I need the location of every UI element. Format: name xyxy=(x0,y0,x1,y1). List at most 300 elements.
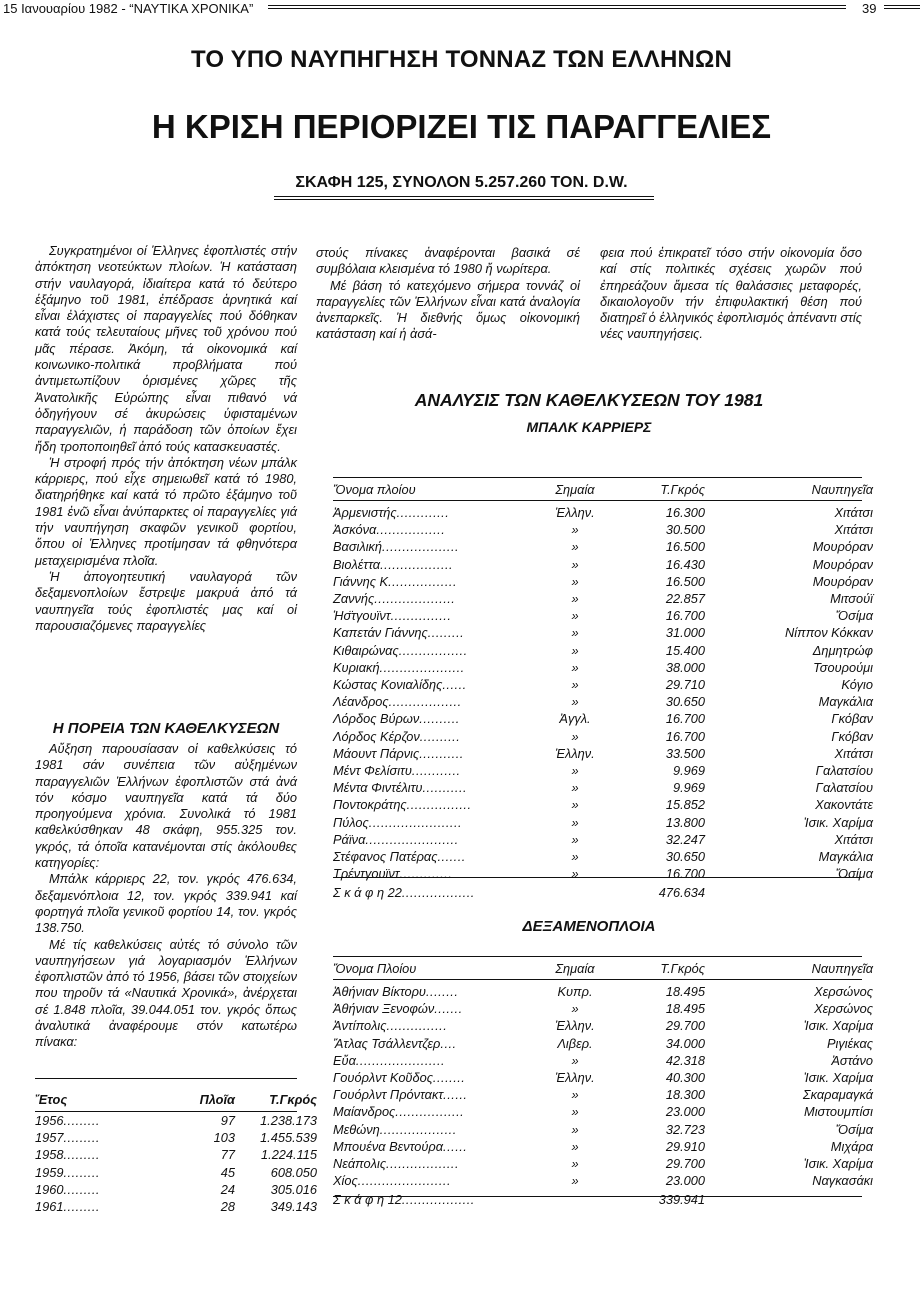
dot-leader: .................... xyxy=(374,591,456,607)
ship-name-cell xyxy=(333,642,541,659)
flag-cell: » xyxy=(571,591,579,607)
shipyard-cell: Μιτσούϊ xyxy=(830,591,873,607)
header-double-rule xyxy=(268,5,846,9)
flag-cell: » xyxy=(571,625,579,641)
sub-headline-rule xyxy=(274,196,654,200)
ship-name: Χίος xyxy=(333,1173,358,1189)
paragraph: Μέ τίς καθελκύσεις αὐτές τό σύνολο τῶν ναυπηγήσεων γιά λογαριασμόν Ἑλλήνων ἐφοπλιστῶν ἀπό τό 1956, βάσει τῶν στοιχείων που τηροῦν τά «Ναυτικά Χρονικά», ἀνέρχεται σέ 1.848 πλοῖα, 39.044.051 τον. γκρός ὅπως ἀναλυτικά ἀναφέρουμε στόν κατωτέρω πίνακα: xyxy=(35,936,297,1050)
table-row xyxy=(333,814,873,831)
paragraph: Μέ βάση τό κατεχόμενο σήμερα τοννάζ οἱ παραγγελίες τῶν Ἑλλήνων εἶναι κατά ἀναλογία ἀνεπαρκεῖς. Ἡ διεθνής ὅμως οἰκονομική κατάσταση καί ἡ ἀσά- xyxy=(316,277,580,342)
table-row xyxy=(333,762,873,779)
ship-name-cell xyxy=(333,590,541,607)
flag-cell: » xyxy=(571,659,579,675)
tons-cell: 18.300 xyxy=(665,1087,705,1103)
ship-name: Ἄτλας Τσάλλεντζερ xyxy=(333,1035,441,1051)
ships-count-cell: 45 xyxy=(220,1164,235,1180)
shipyard-cell: Δημητρώφ xyxy=(812,642,873,658)
dot-leader: .......... xyxy=(419,711,460,727)
ship-name: Μαίανδρος xyxy=(333,1104,396,1120)
tons-cell: 29.710 xyxy=(665,677,705,693)
col-header-year: Ἔτος xyxy=(35,1091,68,1107)
paragraph: Μπάλκ κάρριερς 22, τον. γκρός 476.634, δεξαμενόπλοια 12, τον. γκρός 339.941 καί φορτηγά πλοῖα γενικοῦ φορτίου 14, τον. γκρός 138.750. xyxy=(35,871,297,936)
flag-cell: Ἑλλην. xyxy=(555,505,595,520)
tons-cell: 1.224.115 xyxy=(261,1147,317,1163)
ship-name: Μεθώνη xyxy=(333,1121,380,1137)
ship-name-cell xyxy=(333,848,541,865)
shipyard-cell: Ὄσίμα xyxy=(835,1121,873,1137)
years-table-top-rule xyxy=(35,1078,297,1079)
ship-name: Μπουένα Βεντούρα xyxy=(333,1138,444,1154)
ship-name-cell xyxy=(333,676,541,693)
ship-name: Γουόρλντ Κοῦδος xyxy=(333,1070,433,1086)
tons-cell: 16.700 xyxy=(665,728,705,744)
shipyard-cell: Τσουρούμι xyxy=(813,659,873,675)
tons-cell: 33.500 xyxy=(665,745,705,761)
sub-headline: ΣΚΑΦΗ 125, ΣΥΝΟΛΟΝ 5.257.260 ΤΟΝ. D.W. xyxy=(295,174,628,191)
year-cell xyxy=(35,1164,155,1181)
ship-name-cell xyxy=(333,1035,541,1052)
ship-name: Μέντ Φελίσιτυ xyxy=(333,763,412,779)
table-row xyxy=(35,1164,317,1181)
dot-leader: ................. xyxy=(398,642,468,658)
kicker-headline: ΤΟ ΥΠΟ ΝΑΥΠΗΓΗΣΗ ΤΟΝΝΑΖ ΤΩΝ ΕΛΛΗΝΩΝ xyxy=(190,46,733,73)
dot-leader: ......... xyxy=(63,1113,100,1128)
flag-cell: » xyxy=(571,1087,579,1103)
ship-name-cell xyxy=(333,538,541,555)
flag-cell: » xyxy=(571,694,579,710)
table-row xyxy=(333,1121,873,1138)
total-label-cell xyxy=(333,882,541,904)
tons-cell: 16.700 xyxy=(665,608,705,624)
header-double-rule-end xyxy=(884,5,920,9)
table-row xyxy=(333,642,873,659)
tons-cell: 32.247 xyxy=(665,831,705,847)
table-row xyxy=(333,710,873,727)
dot-leader: ..................... xyxy=(379,659,465,675)
shipyard-cell: Χακοντάτε xyxy=(815,797,873,813)
ship-name-cell xyxy=(333,659,541,676)
ship-name: Βιολέττα xyxy=(333,556,381,572)
table-row xyxy=(333,865,873,882)
flag-cell: » xyxy=(571,1156,579,1172)
paragraph: Ἡ ἀπογοητευτική ναυλαγορά τῶν δεξαμενοπλοίων ἔστρεψε μακρυά ἀπό τά ναυπηγεῖα τούς ἐφοπλιστές μας καί οἱ παρουσιαζόμενες παραγγελίες xyxy=(35,568,297,633)
ship-name-cell xyxy=(333,762,541,779)
shipyard-cell: Μουρόραν xyxy=(812,573,873,589)
table-row xyxy=(333,1052,873,1069)
flag-cell: Ἑλλην. xyxy=(555,1070,595,1086)
ship-name: Γιάννης Κ xyxy=(333,573,389,589)
flag-cell: » xyxy=(571,1052,579,1068)
shipyard-cell: Χιτάτσι xyxy=(834,522,873,538)
tons-cell: 23.000 xyxy=(665,1104,705,1120)
ship-name-cell xyxy=(333,1086,541,1103)
flag-cell: » xyxy=(571,608,579,624)
flag-cell: Ἑλλην. xyxy=(555,1018,595,1034)
ship-name-cell xyxy=(333,1155,541,1172)
dot-leader: .................. xyxy=(380,556,454,572)
ship-name-cell xyxy=(333,710,541,727)
table-row xyxy=(333,1155,873,1172)
dot-leader: ......... xyxy=(63,1130,100,1146)
flag-cell: » xyxy=(571,780,579,796)
shipyard-cell: Μουρόραν xyxy=(812,539,873,555)
flag-cell: » xyxy=(571,522,579,538)
tons-cell: 18.495 xyxy=(665,984,705,999)
col-header-ship-name: Ὄνομα Πλοίου xyxy=(333,960,417,976)
tons-cell: 16.500 xyxy=(665,539,705,555)
year: 1956 xyxy=(35,1113,64,1128)
col-header-flag: Σημαία xyxy=(555,960,595,976)
table-row xyxy=(333,848,873,865)
ships-count-cell: 77 xyxy=(220,1147,235,1163)
years-table xyxy=(35,1086,317,1215)
dot-leader: ....... xyxy=(437,849,466,865)
dot-leader: ........ xyxy=(432,1070,466,1086)
main-headline: Η ΚΡΙΣΗ ΠΕΡΙΟΡΙΖΕΙ ΤΙΣ ΠΑΡΑΓΓΕΛΙΕΣ xyxy=(151,108,772,145)
total-label-cell xyxy=(333,1189,541,1211)
table-row xyxy=(333,676,873,693)
shipyard-cell: Ἰσικ. Χαρίμα xyxy=(803,814,873,830)
table-row xyxy=(333,1103,873,1120)
dot-leader: ...... xyxy=(442,677,467,693)
total-flag-cell xyxy=(541,882,609,904)
table-row xyxy=(333,779,873,796)
ship-name-cell xyxy=(333,865,541,882)
dot-leader: ...... xyxy=(443,1138,468,1154)
table-row xyxy=(333,573,873,590)
ship-name: Βασιλική xyxy=(333,539,383,555)
flag-cell: » xyxy=(571,573,579,589)
table-row xyxy=(333,1138,873,1155)
table-row xyxy=(35,1181,317,1198)
table-row xyxy=(333,556,873,573)
dot-leader: .................. xyxy=(401,885,475,901)
ship-name-cell xyxy=(333,500,541,521)
tankers-table xyxy=(333,957,873,1211)
shipyard-cell: Ἰσικ. Χαρίμα xyxy=(803,1070,873,1086)
year-cell xyxy=(35,1129,155,1146)
dot-leader: ........ xyxy=(425,984,459,999)
ship-name-cell xyxy=(333,1069,541,1086)
dot-leader: ................. xyxy=(395,1104,465,1120)
flag-cell: » xyxy=(571,1104,579,1120)
ship-name: Λόρδος Βύρων xyxy=(333,711,420,727)
table-row xyxy=(333,1086,873,1103)
table-row xyxy=(333,745,873,762)
dot-leader: ......... xyxy=(63,1181,100,1197)
ship-name: Ἀσκόνα xyxy=(333,522,377,538)
ships-count-cell: 24 xyxy=(220,1181,235,1197)
table-row xyxy=(35,1129,317,1146)
table-header-row xyxy=(333,478,873,500)
tons-cell: 29.910 xyxy=(665,1138,705,1154)
year-cell xyxy=(35,1146,155,1163)
ship-name: Ἀθήνιαν Ξενοφών xyxy=(333,1001,435,1017)
tons-cell: 305.016 xyxy=(270,1181,317,1197)
shipyard-cell: Κόγιο xyxy=(841,677,873,693)
flag-cell: » xyxy=(571,642,579,658)
dot-leader: ................. xyxy=(376,522,446,538)
flag-cell: Κυπρ. xyxy=(557,984,593,999)
dot-leader: ............... xyxy=(386,1018,448,1034)
tons-cell: 16.430 xyxy=(665,556,705,572)
ship-name-cell xyxy=(333,521,541,538)
tons-cell: 38.000 xyxy=(665,659,705,675)
ship-name: Ἀθήνιαν Βίκτορυ xyxy=(333,984,426,999)
tons-cell: 30.500 xyxy=(665,522,705,538)
dot-leader: ................... xyxy=(382,539,460,555)
tons-cell: 30.650 xyxy=(665,694,705,710)
col-header-ships: Πλοῖα xyxy=(199,1091,235,1107)
tons-cell: 1.238.173 xyxy=(260,1113,317,1128)
table-row xyxy=(333,538,873,555)
table-row xyxy=(333,1172,873,1189)
tons-cell: 608.050 xyxy=(270,1164,317,1180)
ship-name-cell xyxy=(333,624,541,641)
ship-name-cell xyxy=(333,1052,541,1069)
table-row xyxy=(333,831,873,848)
flag-cell: » xyxy=(571,763,579,779)
paragraph: Ἡ στροφή πρός τήν ἀπόκτηση νέων μπάλκ κάρριερς, πού εἶχε σημειωθεῖ κατά τό 1980, διατηρήθηκε καί κατά τό πρῶτο ἑξάμηνο τοῦ 1981 ἐνῶ εἶναι ἀνύπαρκτες οἱ παραγγελίες γιά τήν ναυπήγηση σκαφῶν γενικοῦ φορτίου, ὅπου οἱ Ἑλληνες προτίμησαν τά φθηνότερα μεταχειρισμένα πλοῖα. xyxy=(35,454,297,568)
shipyard-cell: Μαγκάλια xyxy=(818,849,873,865)
year: 1957 xyxy=(35,1130,64,1146)
ship-name: Μάουντ Πάρνις xyxy=(333,745,420,761)
dot-leader: .................. xyxy=(386,1156,460,1172)
ship-name: Κυριακή xyxy=(333,659,380,675)
shipyard-cell: Μιστουμπίσι xyxy=(804,1104,873,1120)
table-row xyxy=(333,1035,873,1052)
dot-leader: ................... xyxy=(379,1121,457,1137)
year-cell xyxy=(35,1181,155,1198)
col-header-tons: Τ.Γκρός xyxy=(660,481,705,497)
table-row xyxy=(333,693,873,710)
ships-count-cell: 103 xyxy=(213,1130,235,1146)
flag-cell: » xyxy=(571,677,579,693)
ships-count-cell: 28 xyxy=(220,1199,235,1215)
ship-name-cell xyxy=(333,831,541,848)
dot-leader: ............. xyxy=(399,866,453,882)
shipyard-cell: Γαλατσίου xyxy=(815,780,873,796)
flag-cell: » xyxy=(571,797,579,813)
tons-cell: 13.800 xyxy=(665,814,705,830)
tons-cell: 16.700 xyxy=(665,711,705,727)
dot-leader: ......... xyxy=(63,1147,100,1163)
tons-cell: 29.700 xyxy=(665,1156,705,1172)
analysis-heading: ΑΝΑΛΥΣΙΣ ΤΩΝ ΚΑΘΕΛΚΥΣΕΩΝ ΤΟΥ 1981 xyxy=(414,390,764,410)
flag-cell: » xyxy=(571,849,579,865)
paragraph: στούς πίνακες ἀναφέρονται βασικά σέ συμβόλαια κλεισμένα τό 1980 ἤ νωρίτερα. xyxy=(316,245,580,277)
flag-cell: Λιβερ. xyxy=(557,1035,593,1051)
tons-cell: 34.000 xyxy=(665,1035,705,1051)
dot-leader: ........... xyxy=(419,745,464,761)
paragraph: Συγκρατημένοι οί Ἑλληνες ἐφοπλιστές στήν ἀπόκτηση νεοτεύκτων πλοίων. Ἡ κατάσταση στήν ναυλαγορά, ἰδιαίτερα κατά τό δεύτερο ἑξάμηνο τοῦ 1981, ἐπέδρασε ἀρνητικά καί εἶναι ἐλάχιστες οἱ παραγγελίες πού δόθηκαν κατά τούς τελευταίους μῆνες τοῦ χρόνου πού μᾶς πέρασε. Ἀκόμη, τά οἰκονομικά καί κοινωνικο-πολιτικά προβλήματα πού ἀντιμετωπίζουν ὁρισμένες χῶρες τῆς Ἀνατολικῆς Εὐρώπης εἶναι πιθανό νά ὁδηγήγουν σέ ἀκυρώσεις ὑφισταμένων παραγγελιῶν, ἡ παράδοση τῶν ὁποίων ἔχει ἤδη τροποποιηθεῖ ἀπό τούς κατασκευαστές. xyxy=(35,243,297,454)
ship-name: Στέφανος Πατέρας xyxy=(333,849,438,865)
shipyard-cell: Χιτάτσι xyxy=(834,745,873,761)
dot-leader: .... xyxy=(440,1035,457,1051)
shipyard-cell: Μιχάρα xyxy=(830,1138,873,1154)
table-row xyxy=(333,500,873,521)
dot-leader: ....... xyxy=(434,1001,463,1017)
col-header-tons: Τ.Γκρός xyxy=(269,1091,317,1107)
col-header-shipyard: Ναυπηγεῖα xyxy=(811,481,873,497)
dot-leader: ............... xyxy=(390,608,452,624)
shipyard-cell: Ἀστάνο xyxy=(831,1052,873,1068)
flag-cell: » xyxy=(571,814,579,830)
tons-cell: 18.495 xyxy=(665,1001,705,1017)
ship-name: Ράϊνα xyxy=(333,831,366,847)
col-header-ship-name: Ὄνομα πλοίου xyxy=(333,481,416,497)
total-tons: 339.941 xyxy=(658,1192,705,1208)
ship-name-cell xyxy=(333,796,541,813)
ship-name-cell xyxy=(333,745,541,762)
tons-cell: 15.852 xyxy=(665,797,705,813)
flag-cell: » xyxy=(571,728,579,744)
ship-name-cell xyxy=(333,814,541,831)
table-row xyxy=(35,1198,317,1215)
ship-name: Πύλος xyxy=(333,814,369,830)
total-label: Σ κ ά φ η 22 xyxy=(333,885,402,901)
shipyard-cell: Σκαραμαγκά xyxy=(802,1087,873,1103)
dot-leader: ....................... xyxy=(365,831,459,847)
shipyard-cell: Ἰσικ. Χαρίμα xyxy=(803,1018,873,1034)
flag-cell: » xyxy=(571,1173,579,1189)
ship-name: Λόρδος Κέρζον xyxy=(333,728,420,744)
table-row xyxy=(333,728,873,745)
ship-name-cell xyxy=(333,556,541,573)
flag-cell: » xyxy=(571,866,579,882)
flag-cell: Ἑλλην. xyxy=(555,745,595,761)
ship-name: Τρέντγουϊντ xyxy=(333,866,400,882)
ship-name: Κώστας Κονιαλίδης xyxy=(333,677,443,693)
tons-cell: 16.700 xyxy=(665,866,705,882)
dot-leader: ......... xyxy=(427,625,465,641)
ship-name-cell xyxy=(333,1121,541,1138)
shipyard-cell: Ὄσίμα xyxy=(835,866,873,882)
ship-name: Νεάπολις xyxy=(333,1156,387,1172)
shipyard-cell: Χιτάτσι xyxy=(834,831,873,847)
table-row xyxy=(333,590,873,607)
shipyard-cell: Γκόβαν xyxy=(831,711,873,727)
dot-leader: ............ xyxy=(411,763,461,779)
year: 1960 xyxy=(35,1181,64,1197)
ship-name: Γουόρλντ Πρόντακτ xyxy=(333,1087,444,1103)
table-header-row xyxy=(333,957,873,979)
ships-count-cell: 97 xyxy=(220,1113,235,1128)
section-heading-launches: Η ΠΟΡΕΙΑ ΤΩΝ ΚΑΘΕΛΚΥΣΕΩΝ xyxy=(52,720,280,737)
shipyard-cell: Ναγκασάκι xyxy=(812,1173,873,1189)
tons-cell: 9.969 xyxy=(672,763,705,779)
dot-leader: ........... xyxy=(422,780,468,796)
flag-cell: » xyxy=(571,1121,579,1137)
ship-name: Ἀντίπολις xyxy=(333,1018,387,1034)
table-row xyxy=(333,1000,873,1017)
page-number: 39 xyxy=(862,1,877,16)
dot-leader: ....................... xyxy=(357,1173,452,1189)
tons-cell: 29.700 xyxy=(665,1018,705,1034)
tons-cell: 23.000 xyxy=(665,1173,705,1189)
shipyard-cell: Χιτάτσι xyxy=(834,505,873,520)
tons-cell: 349.143 xyxy=(270,1199,317,1215)
shipyard-cell: Νίππον Κόκκαν xyxy=(785,625,873,641)
shipyard-cell: Χερσώνος xyxy=(814,1001,873,1017)
ship-name-cell xyxy=(333,693,541,710)
ship-name: Ἀρμενιστής xyxy=(333,505,397,520)
tons-cell: 42.318 xyxy=(665,1052,705,1068)
col-header-flag: Σημαία xyxy=(555,481,595,497)
tons-cell: 22.857 xyxy=(665,591,705,607)
paragraph: Αὔξηση παρουσίασαν οἱ καθελκύσεις τό 1981 σάν συνέπεια τῶν αὐξημένων παραγγελιῶν Ἑλλήνων ἐφοπλιστῶν στά ἀνά τόν κόσμο ναυπηγεῖα κατά τά δύο προηγούμενα χρόνια. Συνολικά τό 1981 καθελκύσθηκαν 48 σκάφη, 955.325 τον. γκρός, τά ὁποῖα κατανέμονται στίς ἀκόλουθες κατηγορίες: xyxy=(35,741,297,871)
ship-name-cell xyxy=(333,1172,541,1189)
dot-leader: ......... xyxy=(63,1164,100,1180)
col-header-tons: Τ.Γκρός xyxy=(660,960,705,976)
article-column-1 xyxy=(35,243,297,634)
total-row xyxy=(333,1189,873,1211)
shipyard-cell: Γαλατσίου xyxy=(815,763,873,779)
table-row xyxy=(333,659,873,676)
tons-cell: 31.000 xyxy=(665,625,705,641)
shipyard-cell: Μαγκάλια xyxy=(818,694,873,710)
shipyard-cell: Ὄσίμα xyxy=(835,608,873,624)
tons-cell: 40.300 xyxy=(665,1070,705,1086)
table-row xyxy=(35,1112,317,1129)
tons-cell: 1.455.539 xyxy=(260,1130,317,1146)
running-header xyxy=(0,0,923,18)
shipyard-cell: Γκόβαν xyxy=(831,728,873,744)
year: 1959 xyxy=(35,1164,64,1180)
total-yard-cell xyxy=(711,882,873,904)
article-column-2 xyxy=(316,245,580,343)
table-row xyxy=(333,979,873,1000)
shipyard-cell: Μουρόραν xyxy=(812,556,873,572)
total-row xyxy=(333,882,873,904)
flag-cell: » xyxy=(571,556,579,572)
ship-name-cell xyxy=(333,607,541,624)
ship-name: Κιθαιρώνας xyxy=(333,642,399,658)
ship-name: Ζαννής xyxy=(333,591,375,607)
tons-cell: 16.500 xyxy=(665,573,705,589)
table-row xyxy=(333,1069,873,1086)
tons-cell: 15.400 xyxy=(665,642,705,658)
ship-name-cell xyxy=(333,779,541,796)
table-row xyxy=(333,521,873,538)
dot-leader: .......... xyxy=(419,728,461,744)
shipyard-cell: Ἰσικ. Χαρίμα xyxy=(803,1156,873,1172)
launches-text xyxy=(35,741,297,1051)
ship-name-cell xyxy=(333,979,541,1000)
flag-cell: » xyxy=(571,539,579,555)
table-header-row xyxy=(35,1086,317,1112)
bulk-carriers-heading: ΜΠΑΛΚ ΚΑΡΡΙΕΡΣ xyxy=(526,419,652,435)
tons-cell: 30.650 xyxy=(665,849,705,865)
ship-name: Ποντοκράτης xyxy=(333,797,407,813)
tankers-heading: ΔΕΞΑΜΕΝΟΠΛΟΙΑ xyxy=(522,918,656,935)
dot-leader: ...................... xyxy=(355,1052,446,1068)
dot-leader: ......... xyxy=(63,1199,100,1215)
total-flag-cell xyxy=(541,1189,609,1211)
ship-name: Ἡσ̈τγουϊντ xyxy=(333,608,391,624)
dot-leader: ............. xyxy=(396,505,450,520)
ship-name-cell xyxy=(333,1138,541,1155)
ship-name: Εὔα xyxy=(333,1052,356,1068)
ship-name-cell xyxy=(333,1103,541,1120)
table-row xyxy=(333,624,873,641)
flag-cell: » xyxy=(571,1138,579,1154)
dot-leader: ...... xyxy=(443,1087,468,1103)
total-label: Σ κ ά φ η 12 xyxy=(333,1192,402,1208)
total-yard-cell xyxy=(711,1189,873,1211)
ship-name: Καπετάν Γιάννης xyxy=(333,625,428,641)
col-header-shipyard: Ναυπηγεῖα xyxy=(811,960,873,976)
